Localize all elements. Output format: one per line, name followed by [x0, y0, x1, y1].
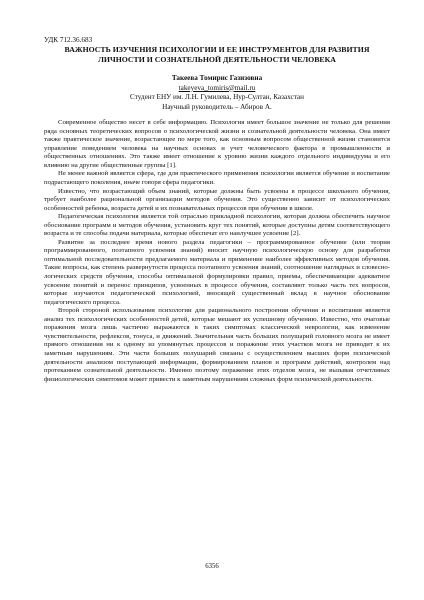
paragraph: Не менее важной является сфера, где для практического применения психологии является обучение и воспитание подрастающего поколения, иначе говоря сфера педагогики. — [44, 170, 390, 187]
udk-code: УДК 712.36.683 — [44, 36, 93, 44]
paragraph: Развитие за последнее время нового раздела педагогики – программированное обучение (или теория программированного, поэтапного усвоения знаний) вносит научную психологическую основу для разработки оптимальной последовательности предлагаемого материала и применение наиболее эффективных методов обучения. Такие вопросы, как степень развернутости процесса поэтапного усвоения знаний, соотношение наглядных и словесно-логических средств обучения, способы оптимальной формулировки правил, приемы, обеспечивающие адекватное усвоение понятий и перенос принципов, усвоенных в процессе обучения, составляют только часть тех вопросов, которые изучаются педагогической психологией, вносящей существенный вклад в научное обоснование педагогического процесса. — [44, 238, 390, 306]
paragraph: Второй стороной использования психологии для рационального построения обучения и воспитания является анализ тех психологических особенностей детей, которые мешают их успешному обучению. Известно, что очаговые поражения мозга лишь частично выражаются в таких симптомах классической неврологии, как изменение чувствительности, рефлексов, тонуса, и движений. Значительная часть больших полушарий головного мозга не имеет прямого отношения ни к одному из упомянутых процессов и поражение этих участков мозга не приводит к их заметным нарушениям. Эти части больших полушарий связаны с осуществлением высших форм психической деятельности анализом поступающей информации, формированием планов и программ действий, контролем над протеканием сознательной деятельности. Именно поэтому поражение этих отделов мозга, не вызывая отчетливых физиологических симптомов может привести к заметным нарушениям сложных форм психической деятельности. — [44, 307, 390, 383]
paragraph: Современное общество несет в себе информацию. Психология имеет большое значение не только для решения ряда основных теоретических вопросов о психологической жизни и сознательной деятельности человека. Она имеет также практическое значение, возрастающее по мере того, как основным вопросом общественной жизни становится управление поведением человека на научных основах и учет человеческого фактора в промышленности и общественных отношениях. Это также имеет отношение к уровню жизни каждого отдельного индивидуума и его влиянию на другие общественные группы [1]. — [44, 119, 390, 169]
paragraph: Известно, что возрастающий объем знаний, которые должны быть усвоены в процессе школьного обучения, требует наиболее рациональной организации методов обучения. Это существенно зависит от психологических особенностей ребенка, возраста детей и их познавательных процессов при обучении в школе. — [44, 187, 390, 212]
author-email-link[interactable]: takeyeva_tomiris@mail.ru — [178, 83, 256, 92]
paragraph: Педагогическая психология является той отраслью прикладной психологии, которая должна обеспечить научное обоснование программ и методов обучения, установить круг тех понятий, которые доступны детям соответствующего возраста и те способы подачи материала, которые обеспечат его наилучшее усвоение [2]. — [44, 213, 390, 238]
author-affiliation: Студент ЕНУ им. Л.Н. Гумилева, Нур-Султан, Казахстан — [130, 93, 304, 102]
article-body — [44, 119, 390, 384]
scientific-supervisor: Научный руководитель – Абиров А. — [162, 102, 272, 111]
page-number: 6356 — [205, 563, 219, 570]
author-name: Такеева Томирис Газизовна — [171, 74, 263, 83]
author-block — [44, 74, 390, 112]
article-title: ВАЖНОСТЬ ИЗУЧЕНИЯ ПСИХОЛОГИИ И ЕЕ ИНСТРУМЕНТОВ ДЛЯ РАЗВИТИЯ ЛИЧНОСТИ И СОЗНАТЕЛЬНОЙ ДЕЯТЕЛЬНОСТИ ЧЕЛОВЕКА — [64, 45, 370, 64]
